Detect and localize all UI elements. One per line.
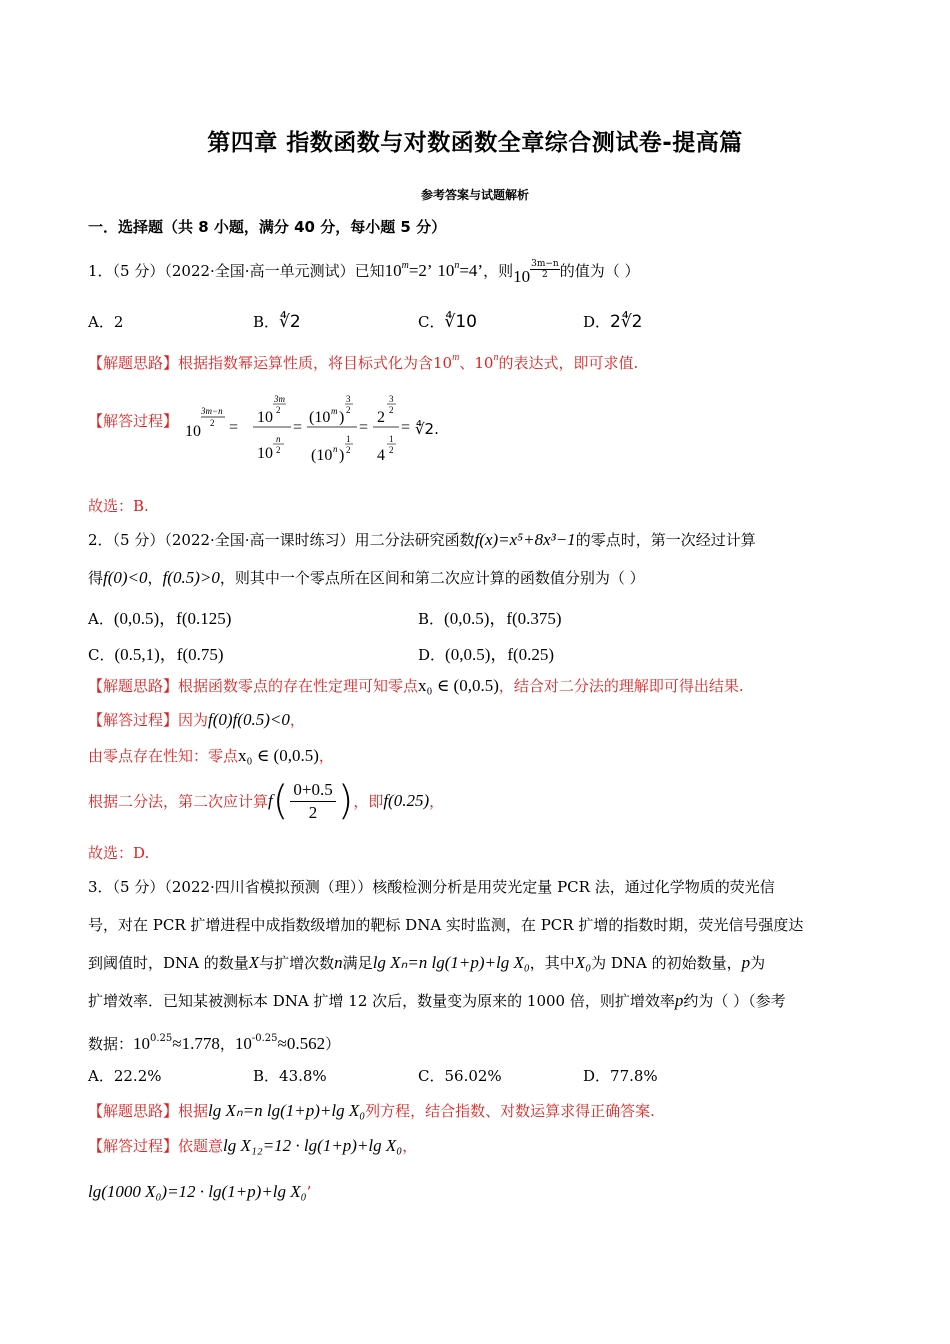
svg-text:10: 10 <box>184 423 201 440</box>
q1-option-c: C．∜10 <box>418 312 477 332</box>
q3-option-c: C．56.02% <box>418 1067 502 1085</box>
q3-solution-process: 【解答过程】依题意lg X₁₂=12 · lg(1+p)+lg X₀， <box>88 1136 418 1155</box>
q3-option-b: B．43.8% <box>253 1067 327 1085</box>
svg-text:∜2.: ∜2. <box>414 420 439 438</box>
q2-stem-line1: 2．（5 分）（2022·全国·高一课时练习）用二分法研究函数f(x)=x⁵+8x³−1的零点时，第一次经过计算 <box>88 530 756 549</box>
q2-option-c: C．(0.5,1)，f(0.75) <box>88 645 224 664</box>
q2-solution-process: 【解答过程】因为f(0)f(0.5)<0， <box>88 710 305 729</box>
svg-text:3m: 3m <box>273 394 285 404</box>
svg-text:4: 4 <box>376 447 385 464</box>
svg-text:n: n <box>332 444 338 454</box>
q2-option-a: A．(0,0.5)，f(0.125) <box>88 609 232 628</box>
q2-option-d: D．(0,0.5)，f(0.25) <box>418 645 555 664</box>
q2-process-line2: 由零点存在性知：零点x₀ ∈ (0,0.5)， <box>88 746 334 765</box>
q3-stem-line5: 数据：$10^{0.25}\approx 1.778$，$10^{-0.25}\approx 0.562$） <box>88 1033 341 1053</box>
svg-text:10: 10 <box>256 409 273 426</box>
svg-text:1: 1 <box>388 434 394 444</box>
q3-option-d: D．77.8% <box>583 1067 658 1085</box>
q3-stem-line1: 3．（5 分）（2022·四川省模拟预测（理））核酸检测分析是用荧光定量 PCR 法，通过化学物质的荧光信 <box>88 878 775 896</box>
q2-solution-idea: 【解题思路】根据函数零点的存在性定理可知零点x₀ ∈ (0,0.5)，结合对二分法的理解即可得出结果. <box>88 676 744 695</box>
page-title: 第四章 指数函数与对数函数全章综合测试卷-提高篇 <box>207 130 743 156</box>
q1-answer: 故选：B. <box>88 497 149 515</box>
q3-option-a: A．22.2% <box>88 1067 162 1085</box>
svg-text:2: 2 <box>209 418 215 428</box>
svg-text:3m−n: 3m−n <box>200 406 223 416</box>
q2-option-b: B．(0,0.5)，f(0.375) <box>418 609 562 628</box>
svg-text:2: 2 <box>275 445 281 455</box>
q3-stem-line3: 到阈值时，DNA 的数量X与扩增次数n满足lg Xₙ=n lg(1+p)+lg X₀，其中X₀为 DNA 的初始数量，p为 <box>88 953 766 972</box>
svg-text:=: = <box>228 419 238 436</box>
svg-text:=: = <box>358 419 368 436</box>
svg-text:=: = <box>400 419 410 436</box>
svg-text:(10: (10 <box>310 447 333 464</box>
svg-text:2: 2 <box>275 405 281 415</box>
q3-stem-line2: 号，对在 PCR 扩增进程中成指数级增加的靶标 DNA 实时监测，在 PCR 扩增的指数时期，荧光信号强度达 <box>88 916 804 934</box>
q1-option-a: A．2 <box>88 313 124 331</box>
svg-text:2: 2 <box>376 409 385 426</box>
q2-answer: 故选：D. <box>88 844 150 862</box>
q3-stem-line4: 扩增效率．已知某被测标本 DNA 扩增 12 次后，数量变为原来的 1000 倍，则扩增效率p约为（ ）（参考 <box>88 991 786 1010</box>
q3-solution-idea: 【解题思路】根据lg Xₙ=n lg(1+p)+lg X₀列方程，结合指数、对数运算求得正确答案. <box>88 1101 655 1120</box>
q1-stem: 1．（5 分）（2022·全国·高一单元测试）已知$10^m=2$’ $10^n=4$’，则10 $\frac{3m-n}{2}$ 的值为（ ） <box>88 259 640 286</box>
q1-solution-idea: 【解题思路】根据指数幂运算性质，将目标式化为含10$^m$、10$^n$的表达式，即可求值. <box>88 352 639 372</box>
section-heading: 一．选择题（共 8 小题，满分 40 分，每小题 5 分） <box>88 218 447 236</box>
svg-text:3: 3 <box>345 394 351 404</box>
svg-text:=: = <box>292 419 302 436</box>
q2-process-line3: 根据二分法，第二次应计算f( $\frac{0+0.5}{2}$ )，即f(0.25)， <box>88 778 445 824</box>
svg-text:): ) <box>338 409 345 426</box>
svg-text:n: n <box>275 434 281 444</box>
q1-option-d: D．2∜2 <box>583 312 643 332</box>
q2-stem-line2: 得f(0)<0，f(0.5)>0，则其中一个零点所在区间和第二次应计算的函数值分别为（ ） <box>88 568 645 587</box>
svg-text:2: 2 <box>345 405 351 415</box>
svg-text:10: 10 <box>256 445 273 462</box>
q1-process-formula <box>183 392 463 472</box>
q3-process-line2: lg(1000 X₀)=12 · lg(1+p)+lg X₀’ <box>88 1182 312 1201</box>
q1-option-b: B．∜2 <box>253 312 301 332</box>
svg-text:): ) <box>338 447 345 464</box>
svg-text:(10: (10 <box>308 409 331 426</box>
svg-text:2: 2 <box>388 405 394 415</box>
svg-text:m: m <box>330 406 338 416</box>
page-subtitle: 参考答案与试题解析 <box>420 188 529 202</box>
svg-text:1: 1 <box>345 434 351 444</box>
svg-text:2: 2 <box>345 445 351 455</box>
svg-text:3: 3 <box>388 394 394 404</box>
q1-solution-process: 【解答过程】 10 3m−n 2 = 10 3m 2 10 n 2 = (10 m ) 3 2 (10 n ) 1 2 = 2 3 2 4 1 2 = ∜2. <box>88 392 463 472</box>
svg-text:2: 2 <box>388 445 394 455</box>
